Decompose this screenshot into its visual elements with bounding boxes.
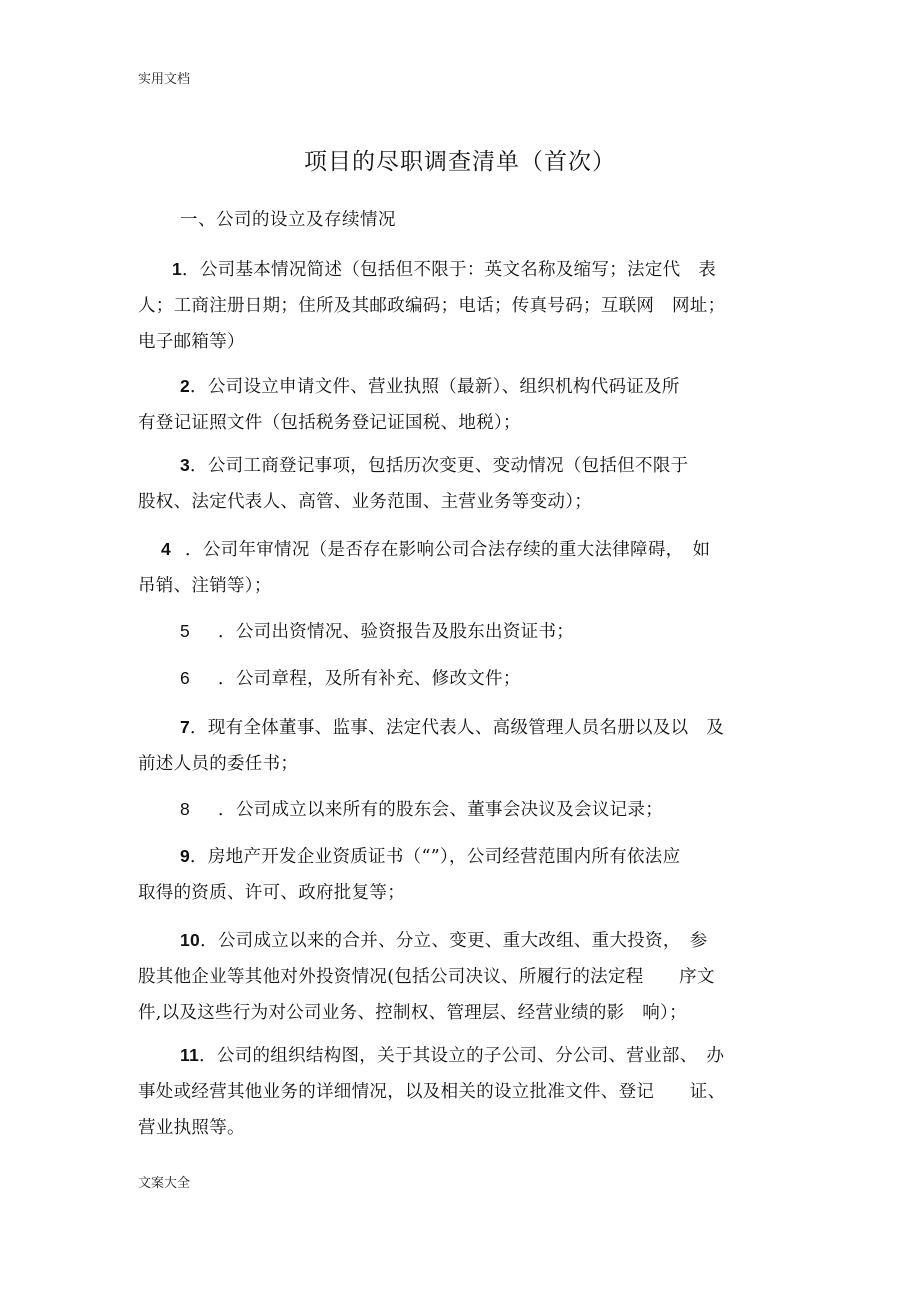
list-item [138,613,784,650]
item-text: 有登记证照文件（包括税务登记证国税、地税）； [138,413,521,433]
item-text: 股权、法定代表人、高管、业务范围、主营业务等变动）； [138,492,593,512]
list-item [138,447,784,520]
item-number: 1 [172,259,183,279]
list-item [138,531,784,604]
item-text: ．房地产开发企业资质证书（“”），公司经营范围内所有依法应 [190,847,681,867]
item-text: ．公司的组织结构图，关于其设立的子公司、分公司、营业部、 办 [199,1046,725,1066]
section-heading: 一、公司的设立及存续情况 [180,210,396,230]
item-text: ．公司基本情况简述（包括但不限于：英文名称及缩写；法定代 表 [182,260,717,280]
item-text: 股其他企业等其他对外投资情况(包括公司决议、所履行的法定程 序文 [138,967,715,987]
list-item [138,368,784,441]
item-text: ．公司工商登记事项，包括历次变更、变动情况（包括但不限于 [190,456,689,476]
item-text: 营业执照等。 [138,1118,245,1138]
item-text: 吊销、注销等）； [138,576,272,596]
item-number: 9 [180,846,191,866]
item-number: 11 [180,1045,200,1065]
item-number: 5 [180,621,191,641]
item-number: 10 [180,930,201,950]
item-text: 电子邮箱等） [138,332,245,352]
document-title: 项目的尽职调查清单（首次） [304,149,616,175]
item-number: 3 [180,455,191,475]
item-text: 前述人员的委任书； [138,754,299,774]
item-text: ．公司年审情况（是否存在影响公司合法存续的重大法律障碍， 如 [185,540,711,560]
item-text: 人；工商注册日期；住所及其邮政编码；电话；传真号码；互联网 网址； [138,296,726,316]
list-item [138,838,784,911]
item-number: 6 [180,668,191,688]
item-text: 事处或经营其他业务的详细情况，以及相关的设立批准文件、登记 证、 [138,1082,726,1102]
list-item [138,251,784,360]
list-item [138,709,784,782]
item-text: ．公司成立以来的合并、分立、变更、重大改组、重大投资， 参 [200,931,708,951]
list-item [138,922,784,1031]
item-text: ．公司出资情况、验资报告及股东出资证书； [218,622,575,642]
list-item [138,1037,784,1146]
item-number: 8 [180,799,191,819]
item-number: 2 [180,376,191,396]
item-text: 件,以及这些行为对公司业务、控制权、管理层、经营业绩的影 响）； [138,1003,687,1023]
item-text: 取得的资质、许可、政府批复等； [138,883,405,903]
item-text: ．公司设立申请文件、营业执照（最新）、组织机构代码证及所 [190,377,680,397]
page-footer: 文案大全 [138,1176,191,1191]
list-item [138,791,784,828]
list-item [138,660,784,697]
page-header: 实用文档 [138,72,191,87]
item-number: 7 [180,717,191,737]
item-text: ．现有全体董事、监事、法定代表人、高级管理人员名册以及以 及 [190,718,725,738]
item-number: 4 [161,539,172,559]
item-text: ．公司章程，及所有补充、修改文件； [218,669,521,689]
item-text: ．公司成立以来所有的股东会、董事会决议及会议记录； [218,800,664,820]
